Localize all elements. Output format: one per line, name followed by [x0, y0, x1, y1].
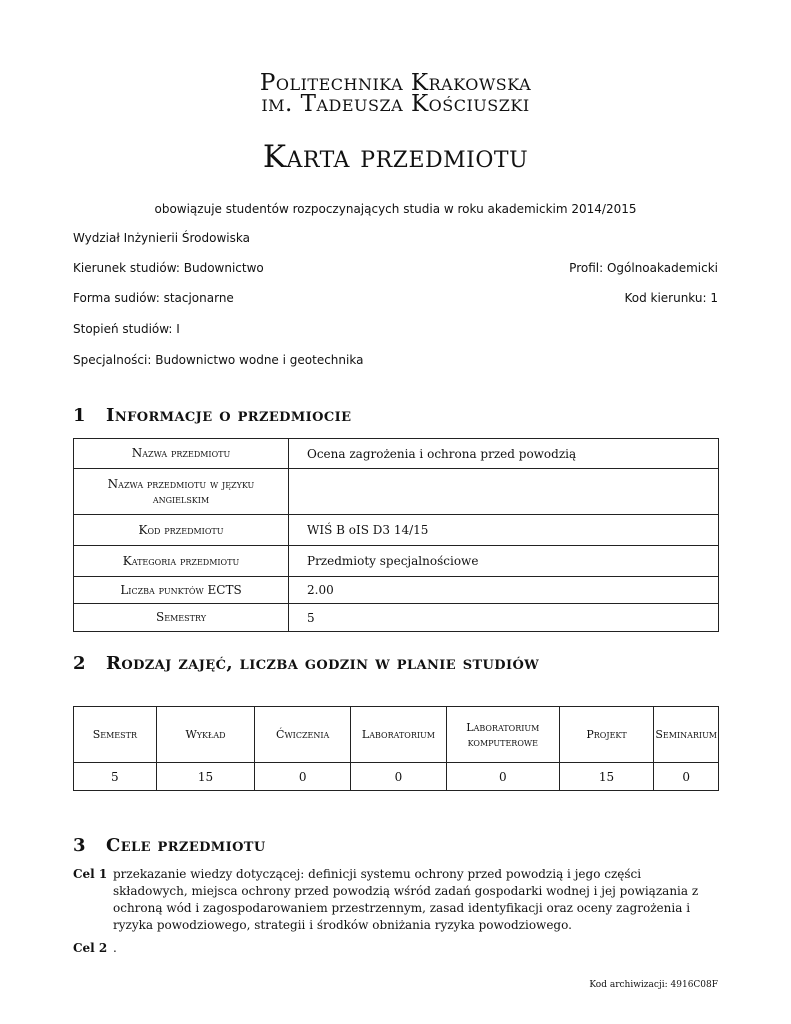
table-value: Ocena zagrożenia i ochrona przed powodzią	[289, 439, 719, 469]
table-cell: 15	[156, 763, 255, 791]
table-row	[74, 515, 719, 546]
specializations: Specjalności: Budownictwo wodne i geotechnika	[73, 353, 364, 367]
column-header: Wykład	[156, 707, 255, 763]
section-number: 2	[73, 653, 86, 674]
goal-text: przekazanie wiedzy dotyczącej: definicji systemu ochrony przed powodzią i jego części składowych, miejsca ochrony przed powodzią wśród zadań gospodarki wodnej i jej powiązania z ochroną wód i zagospodarowaniem przestrzennym, zasad identyfikacji oraz oceny zagrożenia i ryzyka powodziowego, strategii i środków obniżania ryzyka powodziowego.	[113, 867, 699, 932]
column-header: Ćwiczenia	[255, 707, 351, 763]
course-info-table	[73, 438, 719, 632]
section-title: Cele przedmiotu	[106, 835, 266, 856]
table-value: 2.00	[289, 577, 719, 604]
table-row	[74, 577, 719, 604]
table-cell: 0	[351, 763, 447, 791]
column-header: Laboratorium	[351, 707, 447, 763]
column-header: Seminarium	[654, 707, 719, 763]
goal-item	[73, 940, 719, 957]
table-cell: 15	[559, 763, 654, 791]
table-label: Nazwa przedmiotu w języku angielskim	[74, 469, 289, 515]
table-cell: 5	[74, 763, 157, 791]
table-label: Kategoria przedmiotu	[74, 546, 289, 577]
table-cell: 0	[446, 763, 559, 791]
university-patron: im. Tadeusza Kościuszki	[261, 91, 530, 117]
table-label: Semestry	[74, 604, 289, 632]
table-row	[74, 763, 719, 791]
section-3-heading	[73, 835, 266, 856]
study-form: Forma sudiów: stacjonarne	[73, 291, 234, 305]
field-of-study: Kierunek studiów: Budownictwo	[73, 261, 264, 275]
table-row	[74, 439, 719, 469]
table-row	[74, 604, 719, 632]
section-number: 1	[73, 405, 86, 426]
section-2-heading	[73, 653, 539, 674]
class-hours-table	[73, 706, 719, 791]
page-title: Karta przedmiotu	[262, 139, 529, 175]
section-title: Informacje o przedmiocie	[106, 405, 352, 426]
archive-code: Kod archiwizacji: 4916C08F	[589, 980, 718, 990]
section-title: Rodzaj zajęć, liczba godzin w planie studiów	[106, 653, 540, 674]
profile: Profil: Ogólnoakademicki	[569, 261, 718, 275]
table-label: Nazwa przedmiotu	[74, 439, 289, 469]
section-1-heading	[73, 405, 351, 426]
table-cell: 0	[255, 763, 351, 791]
university-name: Politechnika Krakowska	[259, 70, 532, 96]
table-row	[74, 546, 719, 577]
table-value	[289, 469, 719, 515]
goal-text: .	[113, 941, 117, 955]
column-header: Semestr	[74, 707, 157, 763]
goal-item	[73, 866, 719, 934]
goal-label: Cel 2	[73, 941, 108, 955]
goal-label: Cel 1	[73, 867, 108, 881]
column-header: Laboratorium komputerowe	[446, 707, 559, 763]
program-code: Kod kierunku: 1	[624, 291, 718, 305]
table-value: 5	[289, 604, 719, 632]
table-header-row	[74, 707, 719, 763]
faculty: Wydział Inżynierii Środowiska	[73, 231, 250, 245]
table-label: Kod przedmiotu	[74, 515, 289, 546]
degree-level: Stopień studiów: I	[73, 322, 180, 336]
column-header: Projekt	[559, 707, 654, 763]
table-row	[74, 469, 719, 515]
table-cell: 0	[654, 763, 719, 791]
section-number: 3	[73, 835, 86, 856]
table-value: Przedmioty specjalnościowe	[289, 546, 719, 577]
validity-note: obowiązuje studentów rozpoczynających studia w roku akademickim 2014/2015	[154, 202, 637, 216]
table-label: Liczba punktów ECTS	[74, 577, 289, 604]
table-value: WIŚ B oIS D3 14/15	[289, 515, 719, 546]
